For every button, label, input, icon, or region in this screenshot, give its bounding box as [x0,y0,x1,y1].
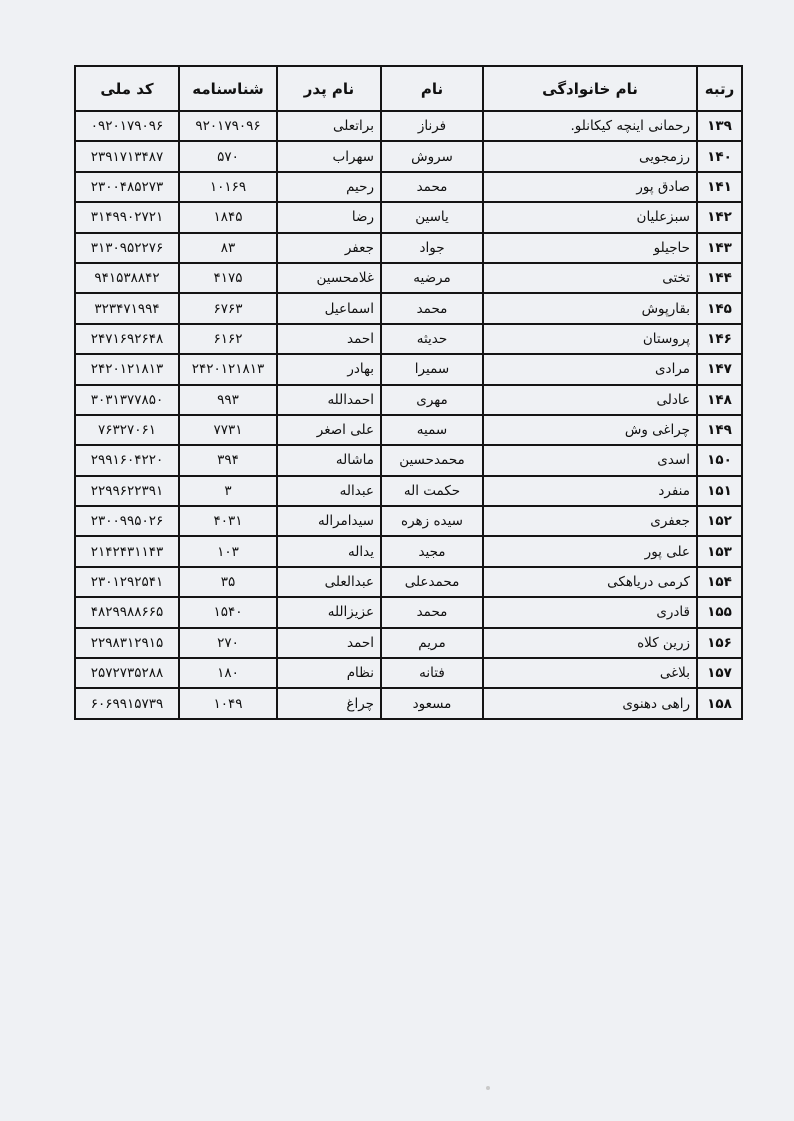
table-row [75,688,742,718]
cell-first-name: مریم [381,628,483,658]
paper-speck [486,1086,490,1090]
cell-family-name: مرادی [483,354,697,384]
cell-national-code: ۲۳۰۱۲۹۲۵۴۱ [75,567,179,597]
cell-father-name: نظام [277,658,381,688]
cell-father-name: براتعلی [277,111,381,141]
cell-id-number: ۴۱۷۵ [179,263,277,293]
cell-id-number: ۱۰۳ [179,536,277,566]
cell-first-name: محمد [381,293,483,323]
cell-first-name: حدیثه [381,324,483,354]
cell-national-code: ۲۵۷۲۷۳۵۲۸۸ [75,658,179,688]
cell-rank: ۱۴۷ [697,354,742,384]
cell-rank: ۱۵۰ [697,445,742,475]
cell-family-name: چراغی وش [483,415,697,445]
cell-rank: ۱۵۳ [697,536,742,566]
cell-father-name: چراغ [277,688,381,718]
cell-first-name: فتانه [381,658,483,688]
header-id-number: شناسنامه [179,66,277,111]
cell-rank: ۱۴۲ [697,202,742,232]
table-body [75,111,742,719]
cell-rank: ۱۴۴ [697,263,742,293]
cell-first-name: یاسین [381,202,483,232]
cell-id-number: ۶۷۶۳ [179,293,277,323]
cell-first-name: جواد [381,233,483,263]
cell-rank: ۱۵۱ [697,476,742,506]
cell-family-name: حاجیلو [483,233,697,263]
cell-id-number: ۹۲۰۱۷۹۰۹۶ [179,111,277,141]
table-row [75,658,742,688]
cell-father-name: یداله [277,536,381,566]
cell-father-name: جعفر [277,233,381,263]
table-row [75,293,742,323]
table-header-row [75,66,742,111]
cell-national-code: ۳۱۴۹۹۰۲۷۲۱ [75,202,179,232]
table-row [75,628,742,658]
table-row [75,202,742,232]
roster-table [74,65,743,720]
cell-first-name: سروش [381,141,483,171]
cell-rank: ۱۵۵ [697,597,742,627]
cell-national-code: ۲۳۹۱۷۱۳۴۸۷ [75,141,179,171]
cell-family-name: رزمجویی [483,141,697,171]
cell-family-name: قادری [483,597,697,627]
cell-id-number: ۳۵ [179,567,277,597]
table-row [75,324,742,354]
header-rank: رتبه [697,66,742,111]
cell-first-name: سمیرا [381,354,483,384]
cell-first-name: مسعود [381,688,483,718]
cell-family-name: راهی دهنوی [483,688,697,718]
table-row [75,172,742,202]
cell-family-name: منفرد [483,476,697,506]
cell-first-name: سیده زهره [381,506,483,536]
cell-first-name: فرناز [381,111,483,141]
table-row [75,141,742,171]
cell-family-name: علی پور [483,536,697,566]
cell-national-code: ۲۲۹۹۶۲۲۳۹۱ [75,476,179,506]
cell-national-code: ۴۸۲۹۹۸۸۶۶۵ [75,597,179,627]
cell-first-name: محمد [381,172,483,202]
cell-national-code: ۳۰۳۱۳۷۷۸۵۰ [75,385,179,415]
cell-id-number: ۵۷۰ [179,141,277,171]
cell-father-name: رضا [277,202,381,232]
cell-national-code: ۲۲۹۸۳۱۲۹۱۵ [75,628,179,658]
cell-rank: ۱۵۸ [697,688,742,718]
cell-father-name: احمدالله [277,385,381,415]
cell-father-name: علی اصغر [277,415,381,445]
cell-family-name: عادلی [483,385,697,415]
cell-id-number: ۹۹۳ [179,385,277,415]
table-row [75,445,742,475]
cell-family-name: رحمانی اینچه کیکانلو. [483,111,697,141]
cell-national-code: ۶۰۶۹۹۱۵۷۳۹ [75,688,179,718]
cell-father-name: رحیم [277,172,381,202]
cell-rank: ۱۵۷ [697,658,742,688]
cell-rank: ۱۴۳ [697,233,742,263]
cell-father-name: ماشاله [277,445,381,475]
cell-id-number: ۸۳ [179,233,277,263]
table-row [75,111,742,141]
cell-father-name: بهادر [277,354,381,384]
cell-national-code: ۳۲۳۴۷۱۹۹۴ [75,293,179,323]
cell-rank: ۱۴۰ [697,141,742,171]
cell-family-name: کرمی دریاهکی [483,567,697,597]
cell-national-code: ۳۱۳۰۹۵۲۲۷۶ [75,233,179,263]
cell-first-name: مرضیه [381,263,483,293]
table-row [75,567,742,597]
cell-rank: ۱۴۵ [697,293,742,323]
table-row [75,263,742,293]
cell-family-name: بقارپوش [483,293,697,323]
header-national-code: کد ملی [75,66,179,111]
cell-id-number: ۲۷۰ [179,628,277,658]
cell-family-name: پروستان [483,324,697,354]
cell-id-number: ۶۱۶۲ [179,324,277,354]
cell-rank: ۱۳۹ [697,111,742,141]
table-row [75,233,742,263]
table-row [75,415,742,445]
cell-family-name: زرین کلاه [483,628,697,658]
header-first-name: نام [381,66,483,111]
cell-family-name: بلاغی [483,658,697,688]
cell-rank: ۱۴۶ [697,324,742,354]
cell-id-number: ۷۷۳۱ [179,415,277,445]
cell-family-name: اسدی [483,445,697,475]
cell-national-code: ۹۴۱۵۳۸۸۴۲ [75,263,179,293]
cell-rank: ۱۴۱ [697,172,742,202]
cell-national-code: ۷۶۳۲۷۰۶۱ [75,415,179,445]
table-row [75,506,742,536]
table-row [75,536,742,566]
cell-id-number: ۱۵۴۰ [179,597,277,627]
cell-national-code: ۲۱۴۲۴۳۱۱۴۳ [75,536,179,566]
header-father-name: نام پدر [277,66,381,111]
table-row [75,354,742,384]
cell-rank: ۱۵۶ [697,628,742,658]
cell-father-name: غلامحسین [277,263,381,293]
cell-father-name: احمد [277,324,381,354]
cell-family-name: سبزعلیان [483,202,697,232]
cell-rank: ۱۵۴ [697,567,742,597]
cell-father-name: سیدامراله [277,506,381,536]
cell-id-number: ۴۰۳۱ [179,506,277,536]
cell-id-number: ۱۸۴۵ [179,202,277,232]
cell-id-number: ۱۸۰ [179,658,277,688]
cell-father-name: عبدالعلی [277,567,381,597]
cell-first-name: محمد [381,597,483,627]
cell-id-number: ۱۰۴۹ [179,688,277,718]
cell-rank: ۱۴۹ [697,415,742,445]
cell-id-number: ۲۴۲۰۱۲۱۸۱۳ [179,354,277,384]
header-family-name: نام خانوادگی [483,66,697,111]
cell-family-name: تختی [483,263,697,293]
cell-first-name: مجید [381,536,483,566]
cell-id-number: ۳ [179,476,277,506]
cell-first-name: مهری [381,385,483,415]
cell-family-name: صادق پور [483,172,697,202]
table-row [75,385,742,415]
cell-rank: ۱۴۸ [697,385,742,415]
cell-rank: ۱۵۲ [697,506,742,536]
cell-father-name: احمد [277,628,381,658]
cell-first-name: محمدعلی [381,567,483,597]
cell-father-name: عزیزالله [277,597,381,627]
cell-id-number: ۱۰۱۶۹ [179,172,277,202]
cell-id-number: ۳۹۴ [179,445,277,475]
table-row [75,597,742,627]
cell-national-code: ۲۳۰۰۴۸۵۲۷۳ [75,172,179,202]
cell-national-code: ۲۴۲۰۱۲۱۸۱۳ [75,354,179,384]
cell-first-name: حکمت اله [381,476,483,506]
cell-national-code: ۲۳۰۰۹۹۵۰۲۶ [75,506,179,536]
cell-national-code: ۲۹۹۱۶۰۴۲۲۰ [75,445,179,475]
cell-national-code: ۲۴۷۱۶۹۲۶۴۸ [75,324,179,354]
cell-family-name: جعفری [483,506,697,536]
cell-father-name: اسماعیل [277,293,381,323]
cell-father-name: سهراب [277,141,381,171]
cell-father-name: عبداله [277,476,381,506]
table-row [75,476,742,506]
cell-first-name: محمدحسین [381,445,483,475]
cell-national-code: ۰۹۲۰۱۷۹۰۹۶ [75,111,179,141]
cell-first-name: سمیه [381,415,483,445]
